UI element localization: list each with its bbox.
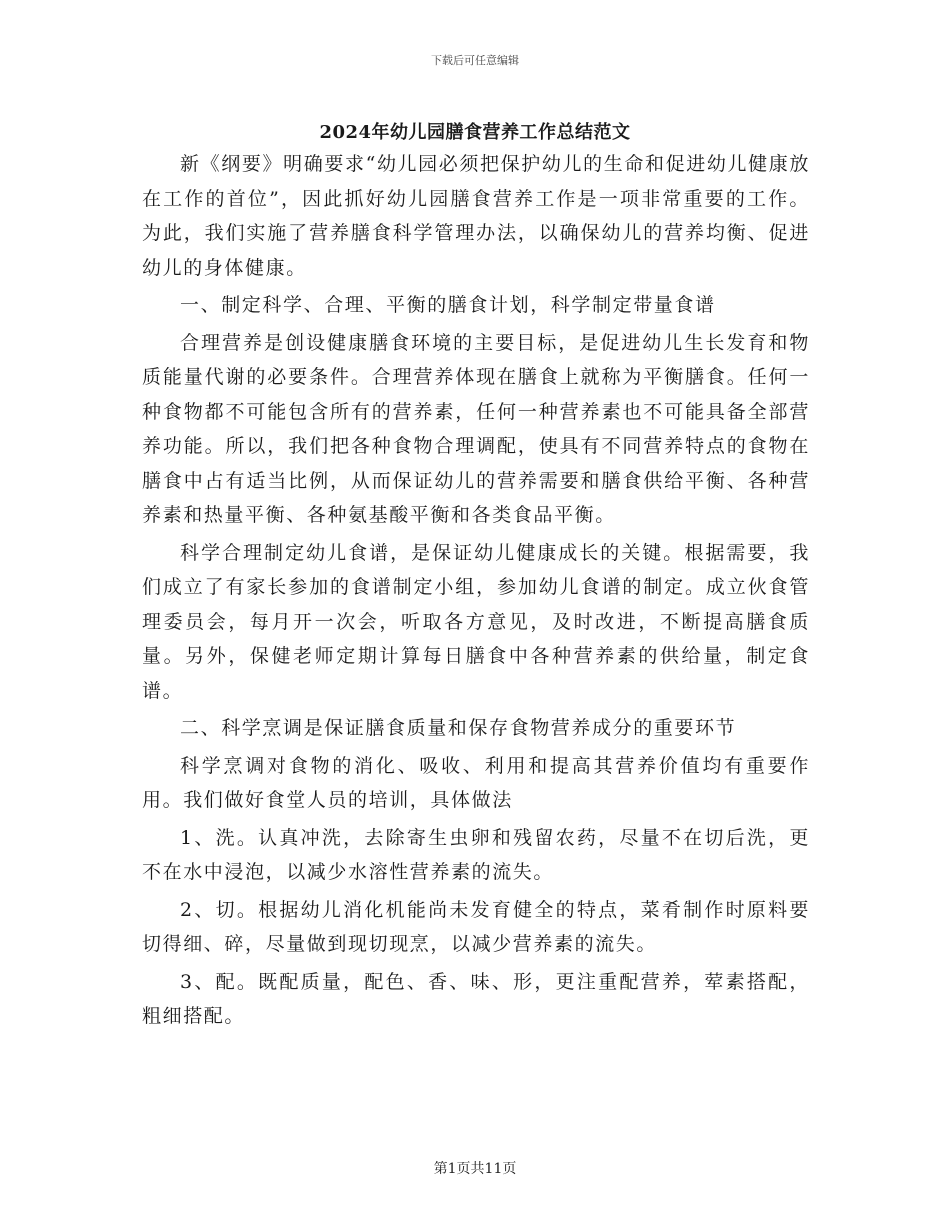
page-number: 第1页共11页: [433, 1161, 517, 1177]
document-title: 2024年幼儿园膳食营养工作总结范文: [319, 122, 631, 143]
paragraph-menu-planning: 科学合理制定幼儿食谱，是保证幼儿健康成长的关键。根据需要，我们成立了有家长参加的食谱制定小组，参加幼儿食谱的制定。成立伙食管理委员会，每月开一次会，听取各方意见，及时改进，不断提高膳食质量。另外，保健老师定期计算每日膳食中各种营养素的供给量，制定食谱。: [142, 541, 810, 702]
list-item-match: 3、配。既配质量，配色、香、味、形，更注重配营养，荤素搭配，粗细搭配。: [142, 970, 810, 1027]
section-heading-1: 一、制定科学、合理、平衡的膳食计划，科学制定带量食谱: [180, 294, 716, 316]
document-body: [142, 147, 810, 1034]
paragraph-balanced-diet: 合理营养是创设健康膳食环境的主要目标，是促进幼儿生长发育和物质能量代谢的必要条件。合理营养体现在膳食上就称为平衡膳食。任何一种食物都不可能包含所有的营养素，任何一种营养素也不可能具备全部营养功能。所以，我们把各种食物合理调配，使具有不同营养特点的食物在膳食中占有适当比例，从而保证幼儿的营养需要和膳食供给平衡、各种营养素和热量平衡、各种氨基酸平衡和各类食品平衡。: [142, 331, 810, 526]
list-item-cut: 2、切。根据幼儿消化机能尚未发育健全的特点，菜肴制作时原料要切得细、碎，尽量做到现切现烹，以减少营养素的流失。: [142, 898, 810, 955]
page-header-note: 下载后可任意编辑: [431, 54, 519, 67]
list-item-wash: 1、洗。认真冲洗，去除寄生虫卵和残留农药，尽量不在切后洗，更不在水中浸泡，以减少水溶性营养素的流失。: [142, 826, 810, 883]
section-heading-2: 二、科学烹调是保证膳食质量和保存食物营养成分的重要环节: [180, 717, 737, 739]
paragraph-cooking: 科学烹调对食物的消化、吸收、利用和提高其营养价值均有重要作用。我们做好食堂人员的培训，具体做法: [142, 754, 810, 811]
paragraph-intro: 新《纲要》明确要求“幼儿园必须把保护幼儿的生命和促进幼儿健康放在工作的首位”，因此抓好幼儿园膳食营养工作是一项非常重要的工作。为此，我们实施了营养膳食科学管理办法，以确保幼儿的营养均衡、促进幼儿的身体健康。: [142, 153, 810, 279]
